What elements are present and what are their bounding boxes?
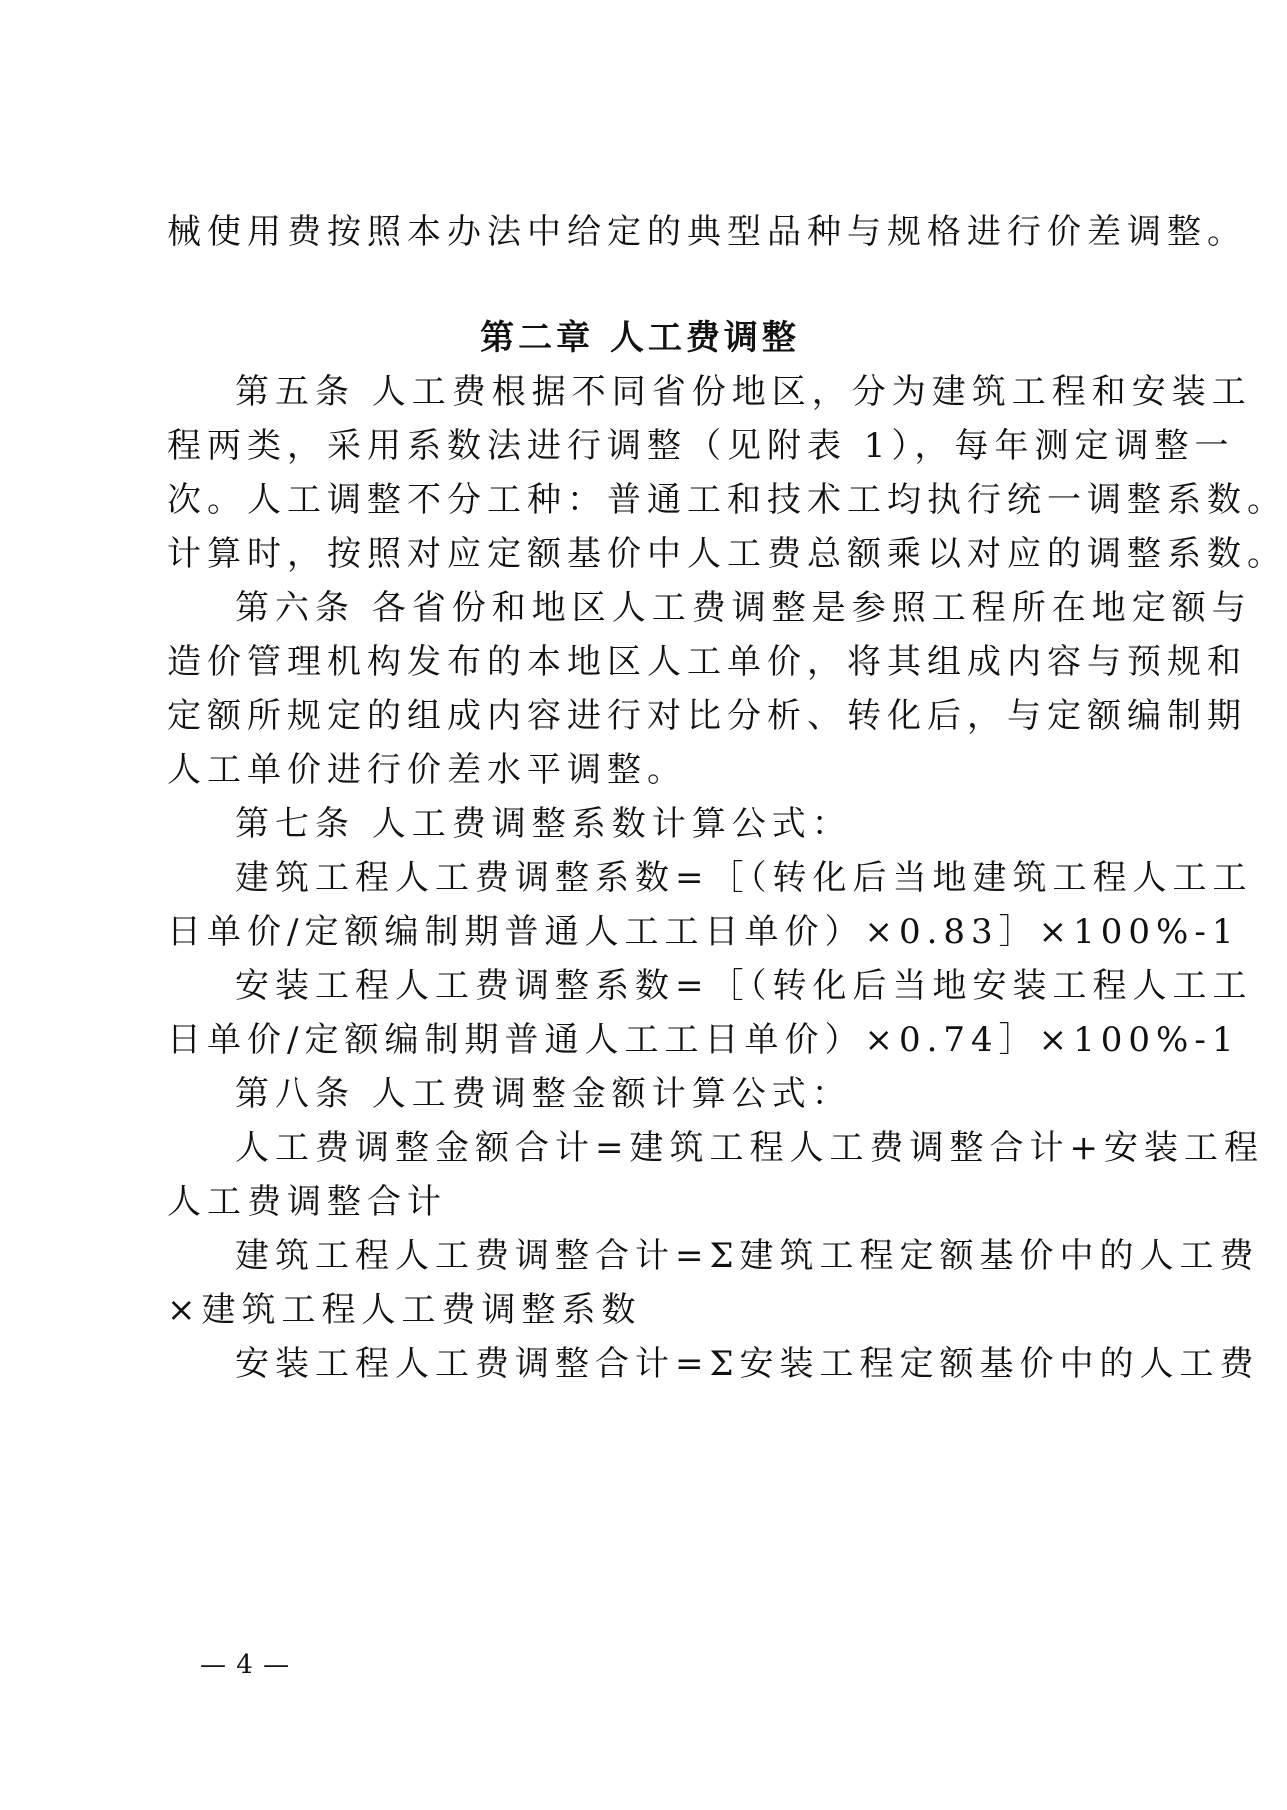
formula-total-line-1: 人工费调整金额合计=建筑工程人工费调整合计+安装工程 [235,1128,1264,1168]
formula-construction-total-line-2: ×建筑工程人工费调整系数 [167,1290,642,1330]
article-5-line-3: 次。人工调整不分工种：普通工和技术工均执行统一调整系数。 [167,480,1287,520]
article-5-line-1: 第五条 人工费根据不同省份地区，分为建筑工程和安装工 [235,372,1252,412]
formula-installation-line-2: 日单价/定额编制期普通人工工日单价）×0.74］×100%-1 [167,1020,1240,1060]
formula-total-line-2: 人工费调整合计 [167,1182,447,1222]
article-6-line-1: 第六条 各省份和地区人工费调整是参照工程所在地定额与 [235,588,1252,628]
article-5-line-2: 程两类，采用系数法进行调整（见附表 1），每年测定调整一 [167,426,1235,466]
chapter-heading: 第二章 人工费调整 [480,318,800,358]
formula-construction-line-2: 日单价/定额编制期普通人工工日单价）×0.83］×100%-1 [167,912,1240,952]
formula-installation-line-1: 安装工程人工费调整系数=［（转化后当地安装工程人工工 [235,966,1253,1006]
article-8-line-1: 第八条 人工费调整金额计算公式： [235,1074,852,1114]
article-6-line-3: 定额所规定的组成内容进行对比分析、转化后，与定额编制期 [167,696,1247,736]
formula-construction-line-1: 建筑工程人工费调整系数=［（转化后当地建筑工程人工工 [235,858,1253,898]
page-number: — 4 — [200,1650,291,1680]
article-6-line-4: 人工单价进行价差水平调整。 [167,750,687,790]
article-7-line-1: 第七条 人工费调整系数计算公式： [235,804,852,844]
formula-construction-total-line-1: 建筑工程人工费调整合计=Σ建筑工程定额基价中的人工费 [235,1236,1260,1276]
article-5-line-4: 计算时，按照对应定额基价中人工费总额乘以对应的调整系数。 [167,534,1287,574]
text-line-continuation: 械使用费按照本办法中给定的典型品种与规格进行价差调整。 [167,212,1247,252]
formula-installation-total-line-1: 安装工程人工费调整合计=Σ安装工程定额基价中的人工费 [235,1344,1260,1384]
article-6-line-2: 造价管理机构发布的本地区人工单价，将其组成内容与预规和 [167,642,1247,682]
